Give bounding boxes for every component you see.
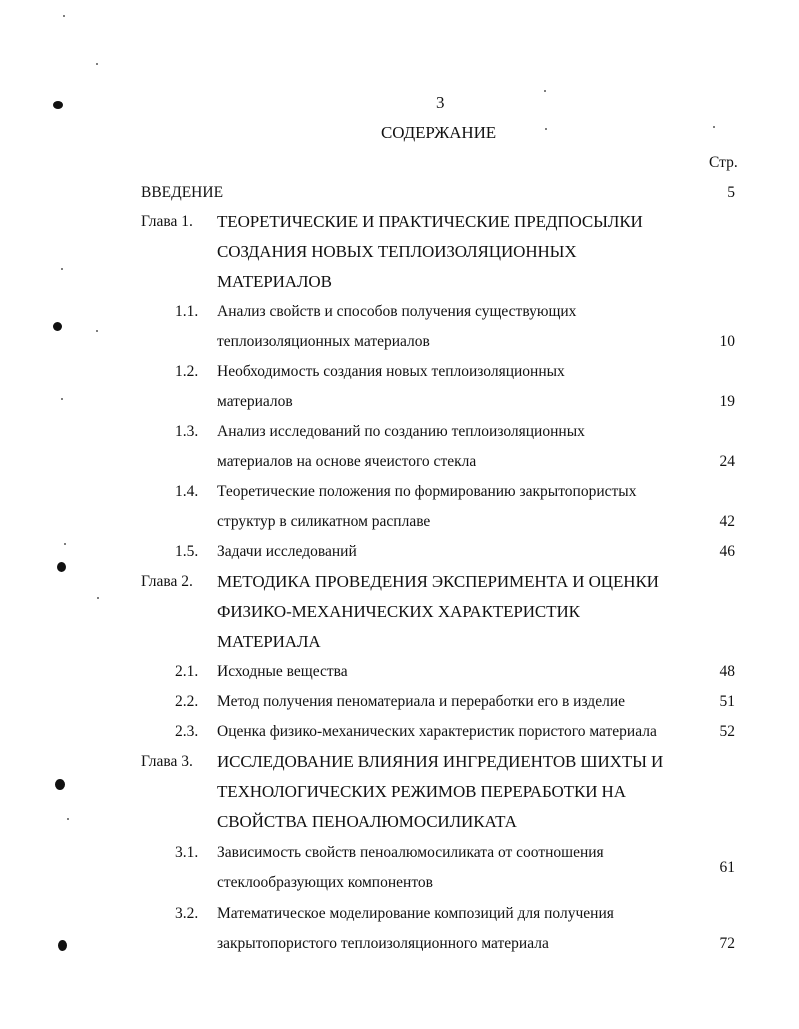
scan-hole-mark xyxy=(57,562,66,572)
toc-page-number: 52 xyxy=(719,723,735,740)
toc-chapter-label: Глава 2. xyxy=(141,573,193,590)
toc-section-title: материалов на основе ячеистого стекла xyxy=(217,453,477,470)
toc-section-title: Анализ исследований по созданию теплоизоляционных xyxy=(217,423,585,440)
toc-page-number: 19 xyxy=(719,393,735,410)
toc-section-number: 2.3. xyxy=(175,723,199,740)
toc-section-title: Метод получения пеноматериала и переработки его в изделие xyxy=(217,693,625,710)
toc-chapter-title: ТЕХНОЛОГИЧЕСКИХ РЕЖИМОВ ПЕРЕРАБОТКИ НА xyxy=(217,782,626,801)
toc-page-number: 42 xyxy=(719,513,735,530)
scan-speck xyxy=(64,543,66,545)
toc-section-title: теплоизоляционных материалов xyxy=(217,333,430,350)
scan-hole-mark xyxy=(58,940,67,951)
scan-speck xyxy=(63,15,65,17)
toc-section-title: Математическое моделирование композиций для получения xyxy=(217,905,614,922)
toc-section-title: Анализ свойств и способов получения существующих xyxy=(217,303,577,320)
scan-speck xyxy=(61,268,63,270)
toc-section-number: 2.1. xyxy=(175,663,199,680)
toc-page-number: 48 xyxy=(719,663,735,680)
toc-section-number: 1.3. xyxy=(175,423,199,440)
toc-page-number: 46 xyxy=(719,543,735,560)
toc-section-number: 1.4. xyxy=(175,483,199,500)
scan-speck xyxy=(545,128,547,130)
toc-chapter-title: СВОЙСТВА ПЕНОАЛЮМОСИЛИКАТА xyxy=(217,812,517,831)
scan-speck xyxy=(61,398,63,400)
toc-section-title: структур в силикатном расплаве xyxy=(217,513,431,530)
toc-section-number: 1.5. xyxy=(175,543,199,560)
toc-section-title: материалов xyxy=(217,393,293,410)
toc-chapter-label: Глава 3. xyxy=(141,753,193,770)
toc-page-number: 72 xyxy=(719,935,735,952)
toc-page-number: 24 xyxy=(719,453,735,470)
toc-chapter-title: МАТЕРИАЛОВ xyxy=(217,272,332,291)
scan-speck xyxy=(544,90,546,92)
toc-page-number: 61 xyxy=(719,859,735,876)
toc-chapter-title: СОЗДАНИЯ НОВЫХ ТЕПЛОИЗОЛЯЦИОННЫХ xyxy=(217,242,577,261)
toc-page-number: 51 xyxy=(719,693,735,710)
toc-page-intro: 5 xyxy=(727,184,735,201)
scan-speck xyxy=(97,597,99,599)
toc-chapter-title: ТЕОРЕТИЧЕСКИЕ И ПРАКТИЧЕСКИЕ ПРЕДПОСЫЛКИ xyxy=(217,212,643,231)
scan-speck xyxy=(67,818,69,820)
scan-speck xyxy=(96,330,98,332)
toc-section-number: 1.2. xyxy=(175,363,199,380)
toc-section-title: Оценка физико-механических характеристик пористого материала xyxy=(217,723,657,740)
toc-section-number: 3.1. xyxy=(175,844,199,861)
toc-chapter-title: ИССЛЕДОВАНИЕ ВЛИЯНИЯ ИНГРЕДИЕНТОВ ШИХТЫ И xyxy=(217,752,664,771)
page-title: СОДЕРЖАНИЕ xyxy=(381,123,497,142)
toc-section-number: 1.1. xyxy=(175,303,199,320)
toc-chapter-title: МЕТОДИКА ПРОВЕДЕНИЯ ЭКСПЕРИМЕНТА И ОЦЕНКИ xyxy=(217,572,659,591)
toc-chapter-label: Глава 1. xyxy=(141,213,193,230)
toc-section-title: Зависимость свойств пеноалюмосиликата от соотношения xyxy=(217,844,604,861)
page-column-header: Стр. xyxy=(709,154,738,171)
scan-hole-mark xyxy=(53,101,63,109)
toc-section-title: стеклообразующих компонентов xyxy=(217,874,433,891)
toc-chapter-title: ФИЗИКО-МЕХАНИЧЕСКИХ ХАРАКТЕРИСТИК xyxy=(217,602,580,621)
toc-section-title: Задачи исследований xyxy=(217,543,357,560)
toc-section-number: 2.2. xyxy=(175,693,199,710)
scan-speck xyxy=(96,63,98,65)
toc-entry-intro: ВВЕДЕНИЕ xyxy=(141,184,224,201)
toc-section-title: Необходимость создания новых теплоизоляционных xyxy=(217,363,565,380)
toc-chapter-title: МАТЕРИАЛА xyxy=(217,632,321,651)
toc-section-title: закрытопористого теплоизоляционного материала xyxy=(217,935,549,952)
scan-hole-mark xyxy=(55,779,65,790)
toc-section-title: Теоретические положения по формированию закрытопористых xyxy=(217,483,637,500)
toc-page-number: 10 xyxy=(719,333,735,350)
toc-section-title: Исходные вещества xyxy=(217,663,348,680)
toc-section-number: 3.2. xyxy=(175,905,199,922)
page-number: 3 xyxy=(436,93,445,112)
scan-hole-mark xyxy=(53,322,62,331)
scan-speck xyxy=(713,126,715,128)
